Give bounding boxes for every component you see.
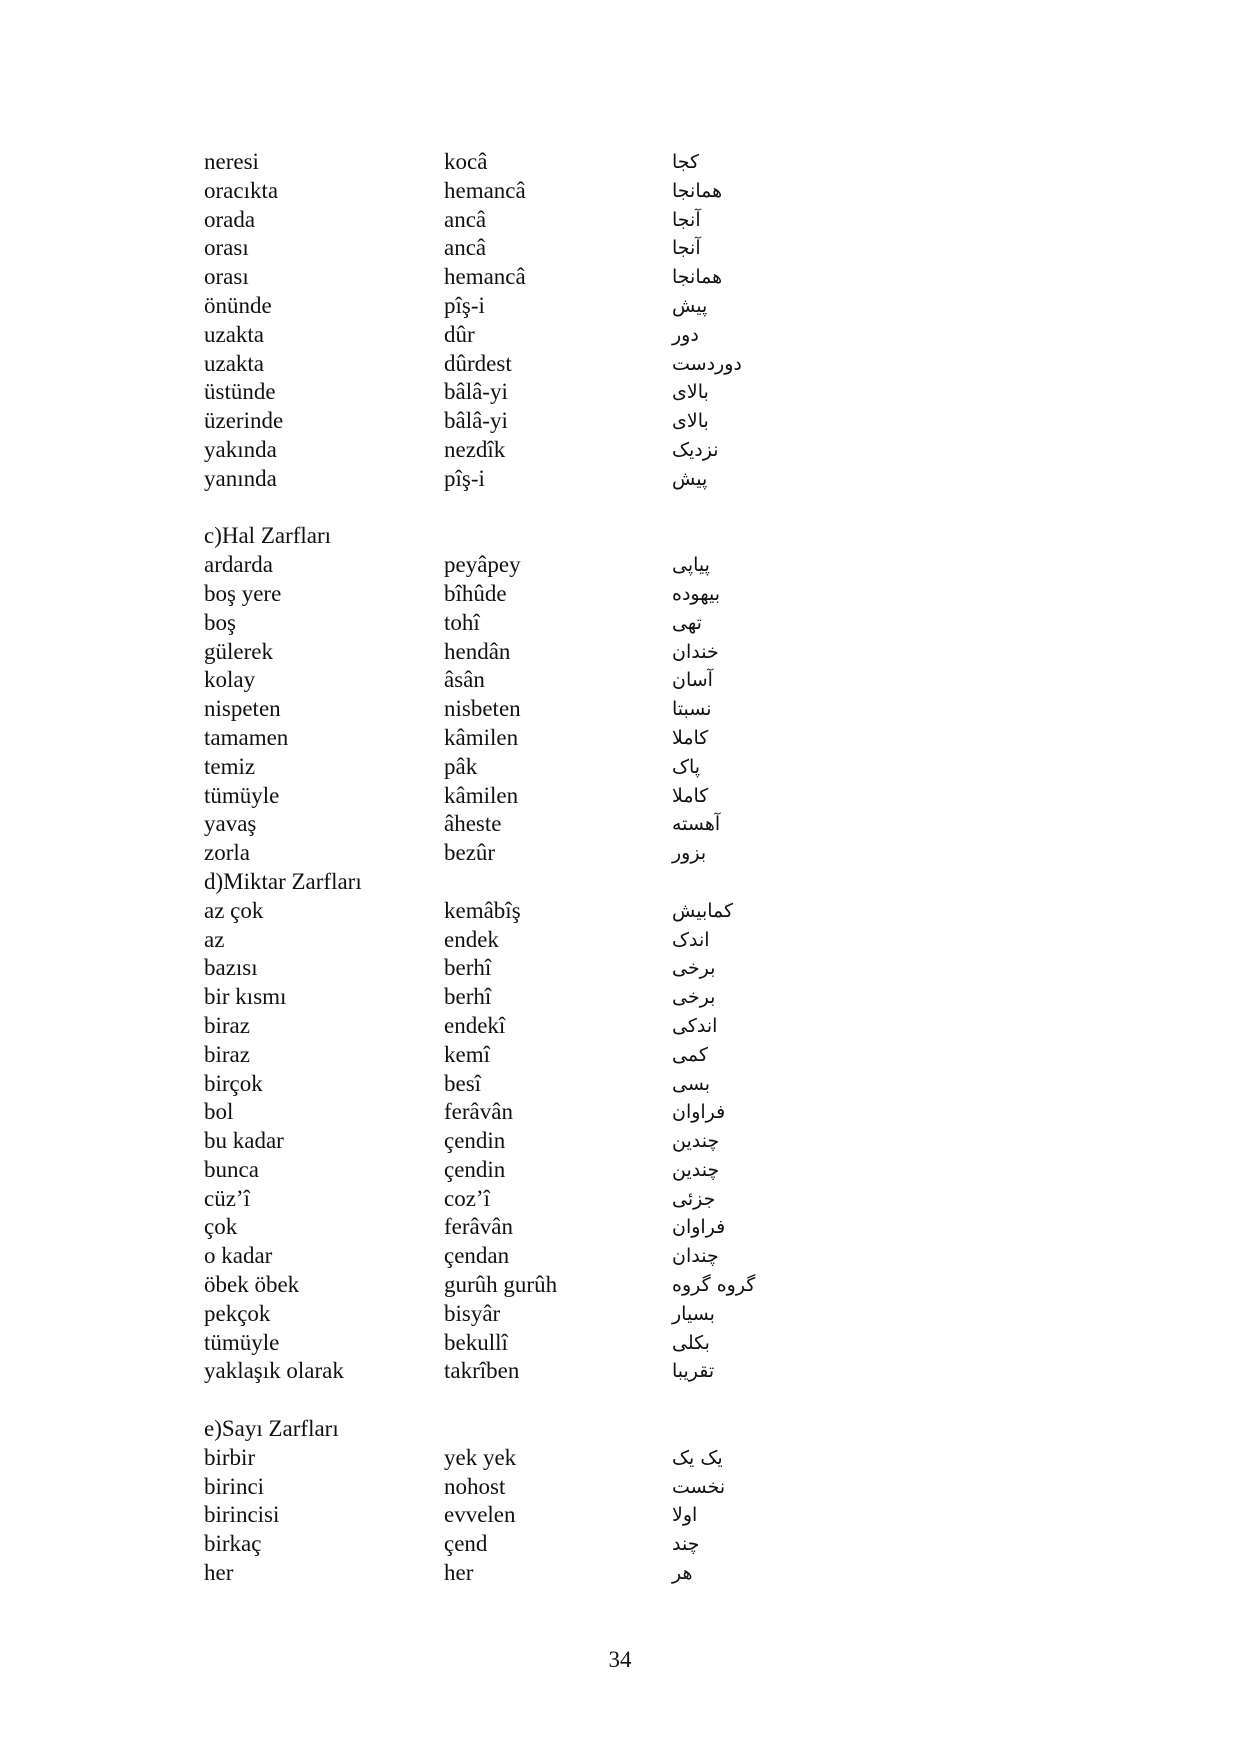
turkish-word: az (204, 926, 225, 952)
persian-transliteration: kâmilen (444, 724, 519, 750)
vocabulary-entry (204, 1070, 904, 1099)
turkish-word: cüz’î (204, 1185, 250, 1211)
turkish-word: birinci (204, 1473, 265, 1499)
turkish-word: boş (204, 609, 236, 635)
turkish-word: tümüyle (204, 1329, 280, 1355)
vocabulary-entry (204, 638, 904, 667)
vocabulary-entry (204, 695, 904, 724)
persian-transliteration: hemancâ (444, 264, 526, 290)
turkish-word: bu kadar (204, 1128, 284, 1154)
turkish-word: birbir (204, 1444, 256, 1470)
persian-word: گروه گروه (672, 1274, 756, 1297)
turkish-word: neresi (204, 149, 259, 174)
vocabulary-entry (204, 926, 904, 955)
turkish-word: kolay (204, 667, 256, 693)
vocabulary-entry (204, 1127, 904, 1156)
turkish-word: her (204, 1560, 234, 1586)
vocabulary-entry (204, 954, 904, 983)
persian-word: همانجا (672, 266, 723, 289)
persian-word: هر (672, 1562, 693, 1585)
persian-transliteration: berhî (444, 984, 492, 1010)
persian-word: آنجا (672, 208, 701, 231)
turkish-word: az çok (204, 897, 264, 923)
vocabulary-entry (204, 1041, 904, 1070)
vocabulary-entry (204, 1271, 904, 1300)
vocabulary-entry (204, 206, 904, 235)
turkish-word: tamamen (204, 724, 289, 750)
persian-word: بسی (672, 1072, 711, 1095)
persian-transliteration: gurûh gurûh (444, 1272, 558, 1298)
persian-word: چند (672, 1533, 700, 1556)
persian-word: برخی (672, 957, 716, 980)
persian-transliteration: yek yek (444, 1444, 517, 1470)
section-heading: e)Sayı Zarfları (204, 1416, 339, 1442)
persian-word: پیش (672, 294, 708, 317)
vocabulary-entry (204, 465, 904, 494)
vocabulary-entry (204, 1012, 904, 1041)
persian-transliteration: çend (444, 1531, 488, 1557)
vocabulary-entry (204, 148, 904, 177)
persian-transliteration: çendin (444, 1156, 506, 1182)
vocabulary-entry (204, 436, 904, 465)
vocabulary-entry (204, 551, 904, 580)
persian-word: پاک (672, 755, 701, 778)
vocabulary-entry (204, 983, 904, 1012)
vocabulary-entry (204, 1098, 904, 1127)
vocabulary-entry (204, 177, 904, 206)
persian-word: تقریبا (672, 1360, 715, 1383)
vocabulary-entry (204, 292, 904, 321)
persian-word: پیش (672, 467, 708, 490)
turkish-word: üstünde (204, 379, 276, 405)
turkish-word: tümüyle (204, 782, 280, 808)
vocabulary-entry (204, 1501, 904, 1530)
persian-transliteration: ancâ (444, 206, 487, 232)
section-heading: c)Hal Zarfları (204, 523, 332, 549)
turkish-word: biraz (204, 1041, 250, 1067)
vocabulary-entry (204, 810, 904, 839)
persian-word: بکلی (672, 1331, 710, 1354)
persian-transliteration: ancâ (444, 235, 487, 261)
persian-transliteration: takrîben (444, 1358, 520, 1384)
turkish-word: orada (204, 206, 256, 232)
persian-transliteration: ferâvân (444, 1099, 513, 1125)
persian-transliteration: âheste (444, 811, 502, 837)
turkish-word: zorla (204, 840, 250, 866)
vocabulary-entry (204, 1357, 904, 1386)
persian-word: دور (672, 323, 699, 346)
turkish-word: bir kısmı (204, 984, 287, 1010)
persian-word: آنجا (672, 237, 701, 260)
turkish-word: orası (204, 264, 249, 290)
vocabulary-entry (204, 1329, 904, 1358)
persian-transliteration: bîhûde (444, 580, 507, 606)
turkish-word: ardarda (204, 552, 273, 578)
turkish-word: biraz (204, 1012, 250, 1038)
section-heading: d)Miktar Zarfları (204, 868, 362, 894)
persian-word: فراوان (672, 1216, 726, 1239)
persian-transliteration: bâlâ-yi (444, 379, 508, 405)
turkish-word: pekçok (204, 1300, 271, 1326)
persian-word: تهی (672, 611, 702, 634)
turkish-word: yavaş (204, 811, 257, 837)
persian-transliteration: çendin (444, 1128, 506, 1154)
vocabulary-entry (204, 1242, 904, 1271)
section-heading-row (204, 868, 904, 897)
persian-transliteration: hendân (444, 638, 511, 664)
section-heading-row (204, 1415, 904, 1444)
vocabulary-entry (204, 1473, 904, 1502)
persian-word: بیهوده (672, 582, 721, 605)
turkish-word: temiz (204, 753, 256, 779)
turkish-word: öbek öbek (204, 1272, 300, 1298)
vocabulary-list (204, 148, 904, 1588)
persian-word: همانجا (672, 179, 723, 202)
persian-word: خندان (672, 640, 719, 663)
vocabulary-entry (204, 1444, 904, 1473)
persian-word: بزور (672, 842, 707, 865)
turkish-word: gülerek (204, 638, 273, 664)
vocabulary-entry (204, 350, 904, 379)
persian-word: برخی (672, 986, 716, 1009)
vocabulary-entry (204, 1156, 904, 1185)
persian-word: بالای (672, 381, 709, 404)
vocabulary-entry (204, 234, 904, 263)
persian-transliteration: âsân (444, 667, 485, 693)
turkish-word: nispeten (204, 696, 281, 722)
persian-transliteration: besî (444, 1070, 482, 1096)
section-heading-row (204, 522, 904, 551)
vocabulary-entry (204, 782, 904, 811)
persian-transliteration: dûr (444, 321, 475, 347)
persian-transliteration: pîş-i (444, 292, 485, 318)
turkish-word: birçok (204, 1070, 263, 1096)
turkish-word: oracıkta (204, 177, 279, 203)
turkish-word: çok (204, 1214, 238, 1240)
persian-transliteration: ferâvân (444, 1214, 513, 1240)
vocabulary-entry (204, 407, 904, 436)
turkish-word: uzakta (204, 321, 265, 347)
persian-word: کمی (672, 1043, 708, 1066)
persian-word: یک یک (672, 1446, 723, 1469)
persian-word: دوردست (672, 352, 742, 375)
persian-word: چندان (672, 1245, 719, 1268)
turkish-word: bazısı (204, 955, 258, 981)
vocabulary-entry (204, 839, 904, 868)
persian-word: آهسته (672, 813, 721, 836)
turkish-word: yakında (204, 436, 277, 462)
persian-word: کاملا (672, 784, 709, 807)
persian-transliteration: endekî (444, 1012, 506, 1038)
turkish-word: bol (204, 1099, 234, 1125)
persian-word: فراوان (672, 1101, 726, 1124)
persian-transliteration: bezûr (444, 840, 496, 866)
persian-transliteration: her (444, 1560, 474, 1586)
persian-transliteration: pîş-i (444, 465, 485, 491)
vocabulary-entry (204, 1530, 904, 1559)
vocabulary-entry (204, 321, 904, 350)
persian-word: کمابیش (672, 899, 734, 922)
persian-transliteration: bisyâr (444, 1300, 501, 1326)
vocabulary-entry (204, 609, 904, 638)
vocabulary-entry (204, 580, 904, 609)
persian-transliteration: nisbeten (444, 696, 521, 722)
turkish-word: yaklaşık olarak (204, 1358, 344, 1384)
blank-line (204, 1386, 904, 1415)
persian-word: جزئی (672, 1187, 716, 1210)
turkish-word: o kadar (204, 1243, 273, 1269)
persian-word: چندین (672, 1158, 720, 1181)
persian-transliteration: kemî (444, 1041, 490, 1067)
persian-transliteration: nohost (444, 1473, 506, 1499)
vocabulary-entry (204, 1185, 904, 1214)
persian-transliteration: peyâpey (444, 552, 521, 578)
persian-transliteration: pâk (444, 753, 478, 779)
turkish-word: uzakta (204, 350, 265, 376)
blank-line (204, 494, 904, 523)
persian-word: کجا (672, 151, 700, 173)
persian-word: نزدیک (672, 438, 719, 461)
vocabulary-entry (204, 897, 904, 926)
persian-word: اندک (672, 928, 710, 951)
persian-transliteration: çendan (444, 1243, 510, 1269)
turkish-word: yanında (204, 465, 277, 491)
vocabulary-entry (204, 1213, 904, 1242)
persian-transliteration: bekullî (444, 1329, 508, 1355)
persian-word: پیاپی (672, 554, 710, 577)
turkish-word: birincisi (204, 1502, 280, 1528)
persian-word: بالای (672, 410, 709, 433)
page-number: 34 (608, 1647, 632, 1672)
vocabulary-entry (204, 1300, 904, 1329)
persian-word: چندین (672, 1130, 720, 1153)
persian-transliteration: kâmilen (444, 782, 519, 808)
vocabulary-entry (204, 666, 904, 695)
turkish-word: orası (204, 235, 249, 261)
persian-word: آسان (672, 669, 713, 692)
persian-transliteration: bâlâ-yi (444, 408, 508, 434)
vocabulary-entry (204, 378, 904, 407)
turkish-word: üzerinde (204, 408, 284, 434)
persian-transliteration: tohî (444, 609, 480, 635)
turkish-word: önünde (204, 292, 272, 318)
vocabulary-entry (204, 753, 904, 782)
persian-transliteration: hemancâ (444, 177, 526, 203)
persian-word: اندکی (672, 1014, 718, 1037)
persian-transliteration: berhî (444, 955, 492, 981)
persian-word: کاملا (672, 726, 709, 749)
turkish-word: boş yere (204, 580, 282, 606)
turkish-word: birkaç (204, 1531, 262, 1557)
persian-word: نسبتا (672, 698, 712, 721)
persian-word: نخست (672, 1475, 726, 1498)
turkish-word: bunca (204, 1156, 259, 1182)
vocabulary-entry (204, 1559, 904, 1588)
persian-transliteration: dûrdest (444, 350, 512, 376)
persian-transliteration: kemâbîş (444, 897, 521, 923)
persian-word: بسیار (672, 1302, 715, 1325)
persian-transliteration: nezdîk (444, 436, 506, 462)
persian-transliteration: coz’î (444, 1185, 490, 1211)
vocabulary-entry (204, 263, 904, 292)
persian-word: اولا (672, 1504, 698, 1527)
persian-transliteration: kocâ (444, 149, 488, 174)
persian-transliteration: endek (444, 926, 499, 952)
persian-transliteration: evvelen (444, 1502, 516, 1528)
vocabulary-entry (204, 724, 904, 753)
